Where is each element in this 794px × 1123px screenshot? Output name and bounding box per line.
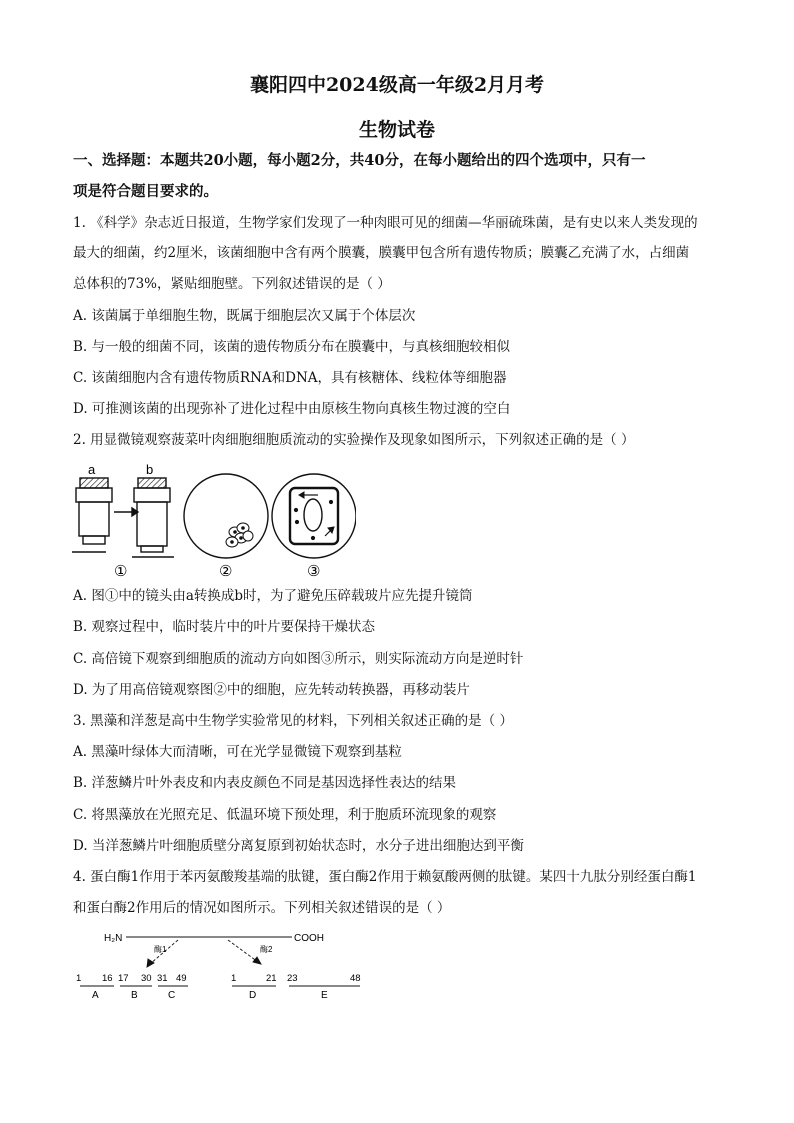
objective-lens-b bbox=[134, 478, 170, 552]
segment-label-a: A bbox=[92, 990, 99, 1001]
section-heading-line2: 项是符合题目要求的。 bbox=[73, 183, 218, 200]
q3-option-b: B. 洋葱鳞片叶外表皮和内表皮颜色不同是基因选择性表达的结果 bbox=[73, 775, 457, 791]
pos-30: 30 bbox=[141, 973, 152, 984]
q1-option-b: B. 与一般的细菌不同，该菌的遗传物质分布在膜囊中，与真核细胞较相似 bbox=[73, 339, 511, 355]
enzyme2-arrow bbox=[228, 940, 261, 964]
label-circle-2: ② bbox=[219, 563, 233, 580]
segment-label-e: E bbox=[321, 990, 328, 1001]
q4-stem-line2: 和蛋白酶2作用后的情况如图所示。下列相关叙述错误的是（ ） bbox=[73, 900, 451, 916]
section-heading-line1: 一、选择题：本题共20小题，每小题2分，共40分，在每小题给出的四个选项中，只有一 bbox=[73, 152, 646, 169]
enzyme2-label: 酶2 bbox=[260, 945, 273, 954]
objective-lens-a bbox=[76, 478, 112, 544]
cooh-label: COOH bbox=[294, 933, 324, 944]
pos-21: 21 bbox=[266, 973, 277, 984]
label-b: b bbox=[146, 462, 154, 477]
switch-arrow bbox=[114, 508, 138, 516]
exam-title: 襄阳四中2024级高一年级2月月考 bbox=[249, 74, 545, 96]
pos-23: 23 bbox=[287, 973, 298, 984]
pos-17: 17 bbox=[118, 973, 129, 984]
pos-48: 48 bbox=[350, 973, 361, 984]
q1-option-a: A. 该菌属于单细胞生物，既属于细胞层次又属于个体层次 bbox=[73, 308, 416, 324]
segment-label-d: D bbox=[249, 990, 257, 1001]
exam-subtitle: 生物试卷 bbox=[358, 119, 435, 141]
q1-stem-line2: 最大的细菌，约2厘米，该菌细胞中含有两个膜囊，膜囊甲包含所有遗传物质；膜囊乙充满了水，占细菌 bbox=[73, 245, 690, 261]
pos-1-b: 1 bbox=[231, 973, 237, 984]
q4-peptide-figure bbox=[70, 926, 370, 1004]
q2-microscope-figure bbox=[66, 460, 356, 580]
segment-label-b: B bbox=[131, 990, 138, 1001]
q2-stem: 2. 用显微镜观察菠菜叶肉细胞细胞质流动的实验操作及现象如图所示，下列叙述正确的是（ ） bbox=[73, 432, 635, 448]
q1-stem-line3: 总体积的73%，紧贴细胞壁。下列叙述错误的是（ ） bbox=[73, 276, 391, 292]
label-circle-1: ① bbox=[114, 563, 128, 580]
q1-stem-line1: 1. 《科学》杂志近日报道，生物学家们发现了一种肉眼可见的细菌—华丽硫珠菌，是有史以来人类发现的 bbox=[73, 215, 698, 231]
q2-option-a: A. 图①中的镜头由a转换成b时，为了避免压碎载玻片应先提升镜筒 bbox=[73, 588, 473, 604]
q2-option-d: D. 为了用高倍镜观察图②中的细胞，应先转动转换器，再移动装片 bbox=[73, 682, 470, 698]
pos-1: 1 bbox=[76, 973, 82, 984]
pos-31: 31 bbox=[157, 973, 168, 984]
label-a: a bbox=[88, 462, 96, 477]
cell-with-flow bbox=[290, 488, 338, 544]
h2n-label: H₂N bbox=[104, 933, 123, 944]
q3-option-c: C. 将黑藻放在光照充足、低温环境下预处理，利于胞质环流现象的观察 bbox=[73, 807, 497, 823]
segment-label-c: C bbox=[168, 990, 176, 1001]
q3-option-d: D. 当洋葱鳞片叶细胞质壁分离复原到初始状态时，水分子进出细胞达到平衡 bbox=[73, 838, 524, 854]
q4-stem-line1: 4. 蛋白酶1作用于苯丙氨酸羧基端的肽键，蛋白酶2作用于赖氨酸两侧的肽键。某四十九肽分别经蛋白酶1 bbox=[73, 869, 697, 885]
enzyme1-label: 酶1 bbox=[154, 945, 167, 954]
q1-option-c: C. 该菌细胞内含有遗传物质RNA和DNA，具有核糖体、线粒体等细胞器 bbox=[73, 370, 507, 386]
cell-cluster bbox=[226, 523, 253, 547]
pos-49: 49 bbox=[176, 973, 187, 984]
q2-option-c: C. 高倍镜下观察到细胞质的流动方向如图③所示，则实际流动方向是逆时针 bbox=[73, 651, 524, 667]
pos-16: 16 bbox=[102, 973, 113, 984]
view-field-2 bbox=[184, 474, 268, 558]
label-circle-3: ③ bbox=[307, 563, 321, 580]
q2-option-b: B. 观察过程中，临时装片中的叶片要保持干燥状态 bbox=[73, 619, 376, 635]
q3-option-a: A. 黑藻叶绿体大而清晰，可在光学显微镜下观察到基粒 bbox=[73, 744, 402, 760]
q3-stem: 3. 黑藻和洋葱是高中生物学实验常见的材料，下列相关叙述正确的是（ ） bbox=[73, 713, 513, 729]
q1-option-d: D. 可推测该菌的出现弥补了进化过程中由原核生物向真核生物过渡的空白 bbox=[73, 401, 511, 417]
view-field-3 bbox=[272, 474, 356, 558]
